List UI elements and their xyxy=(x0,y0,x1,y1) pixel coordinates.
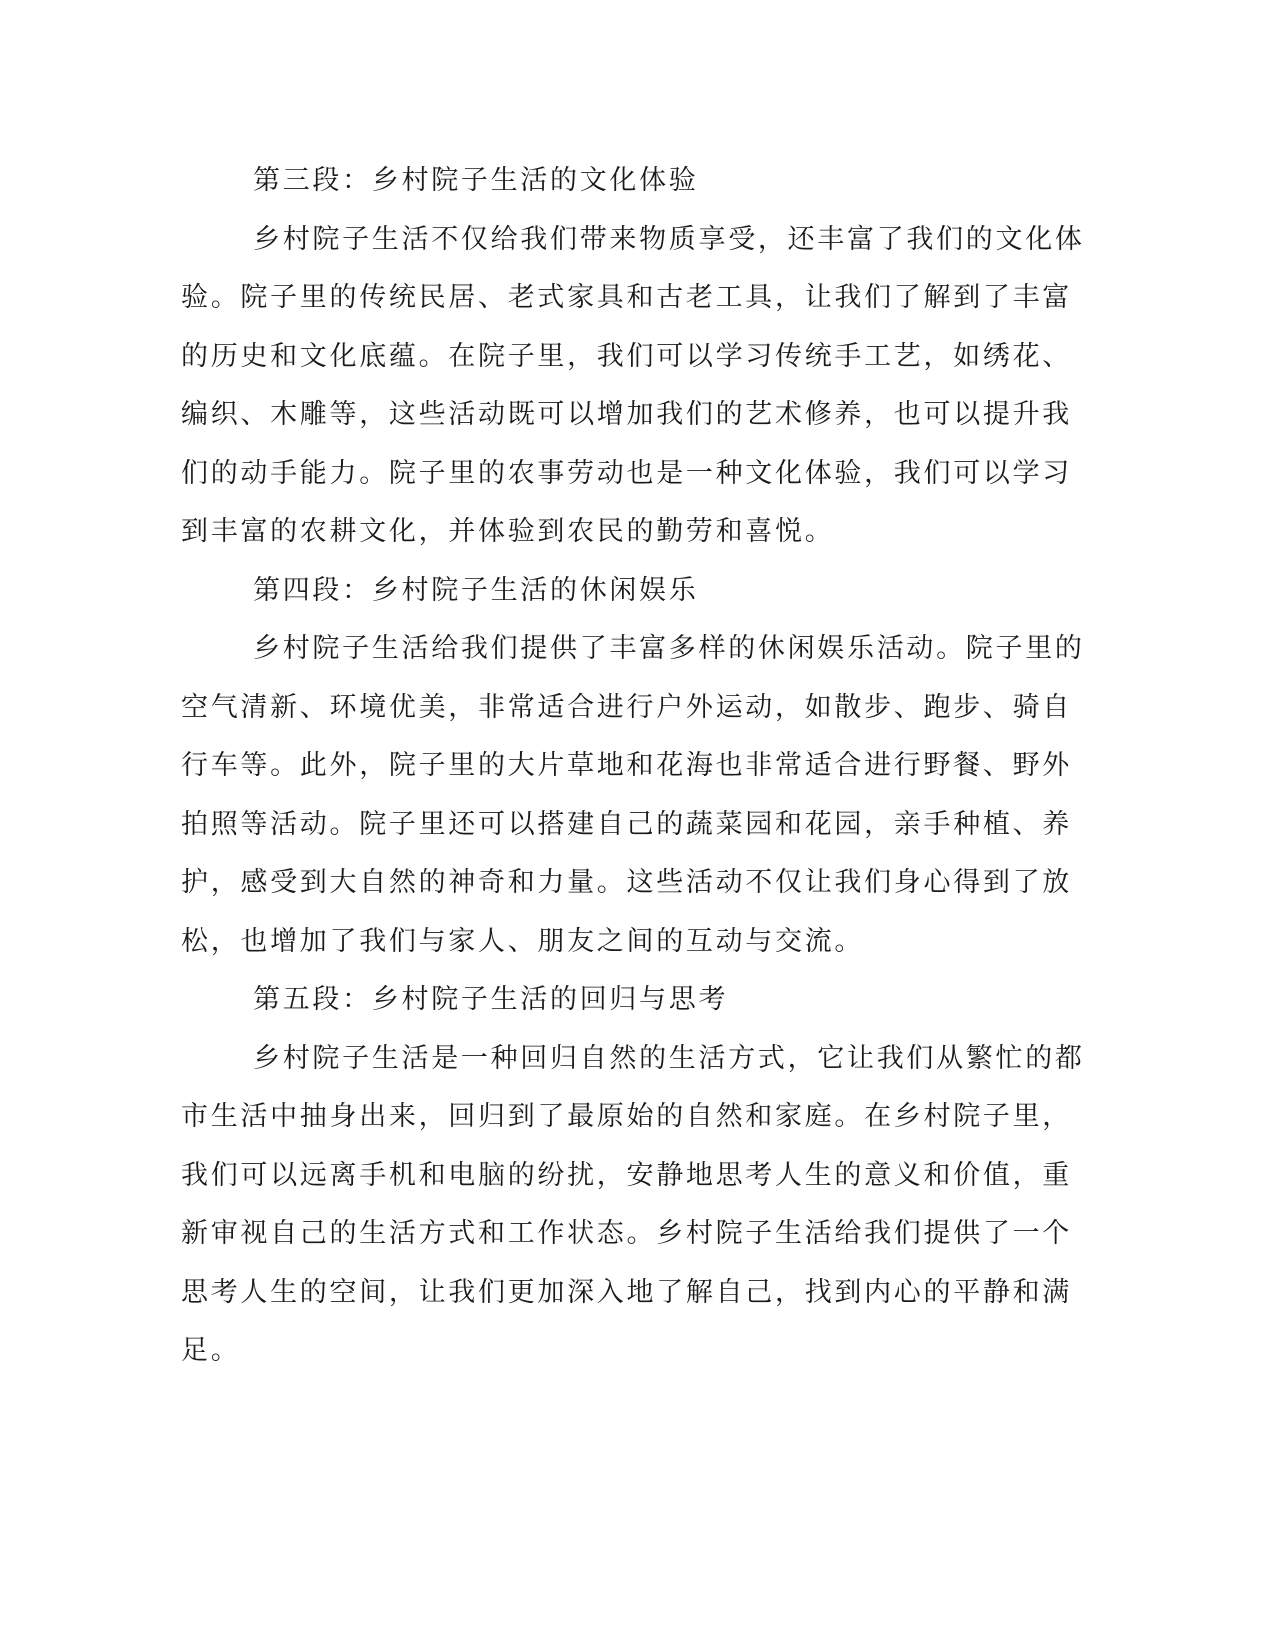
paragraph-line: 松，也增加了我们与家人、朋友之间的互动与交流。 xyxy=(181,926,865,957)
section-heading-5: 第五段：乡村院子生活的回归与思考 xyxy=(253,984,729,1015)
paragraph-line: 新审视自己的生活方式和工作状态。乡村院子生活给我们提供了一个 xyxy=(181,1218,1072,1249)
paragraph-line: 行车等。此外，院子里的大片草地和花海也非常适合进行野餐、野外 xyxy=(181,750,1072,781)
paragraph-line: 市生活中抽身出来，回归到了最原始的自然和家庭。在乡村院子里， xyxy=(181,1101,1072,1132)
paragraph-line: 乡村院子生活是一种回归自然的生活方式，它让我们从繁忙的都 xyxy=(253,1043,1085,1074)
paragraph-line: 验。院子里的传统民居、老式家具和古老工具，让我们了解到了丰富 xyxy=(181,282,1072,313)
paragraph-line: 拍照等活动。院子里还可以搭建自己的蔬菜园和花园，亲手种植、养 xyxy=(181,809,1072,840)
paragraph-line: 乡村院子生活给我们提供了丰富多样的休闲娱乐活动。院子里的 xyxy=(253,633,1085,664)
paragraph-line: 的历史和文化底蕴。在院子里，我们可以学习传统手工艺，如绣花、 xyxy=(181,341,1072,372)
section-heading-4: 第四段：乡村院子生活的休闲娱乐 xyxy=(253,575,699,606)
paragraph-line: 到丰富的农耕文化，并体验到农民的勤劳和喜悦。 xyxy=(181,516,835,547)
paragraph-line: 们的动手能力。院子里的农事劳动也是一种文化体验，我们可以学习 xyxy=(181,458,1072,489)
paragraph-line: 空气清新、环境优美，非常适合进行户外运动，如散步、跑步、骑自 xyxy=(181,692,1072,723)
paragraph-line: 思考人生的空间，让我们更加深入地了解自己，找到内心的平静和满 xyxy=(181,1277,1072,1308)
section-heading-3: 第三段：乡村院子生活的文化体验 xyxy=(253,165,699,196)
paragraph-line: 护，感受到大自然的神奇和力量。这些活动不仅让我们身心得到了放 xyxy=(181,867,1072,898)
paragraph-line: 足。 xyxy=(181,1335,241,1366)
paragraph-line: 编织、木雕等，这些活动既可以增加我们的艺术修养，也可以提升我 xyxy=(181,399,1072,430)
paragraph-line: 我们可以远离手机和电脑的纷扰，安静地思考人生的意义和价值，重 xyxy=(181,1160,1072,1191)
paragraph-line: 乡村院子生活不仅给我们带来物质享受，还丰富了我们的文化体 xyxy=(253,224,1085,255)
